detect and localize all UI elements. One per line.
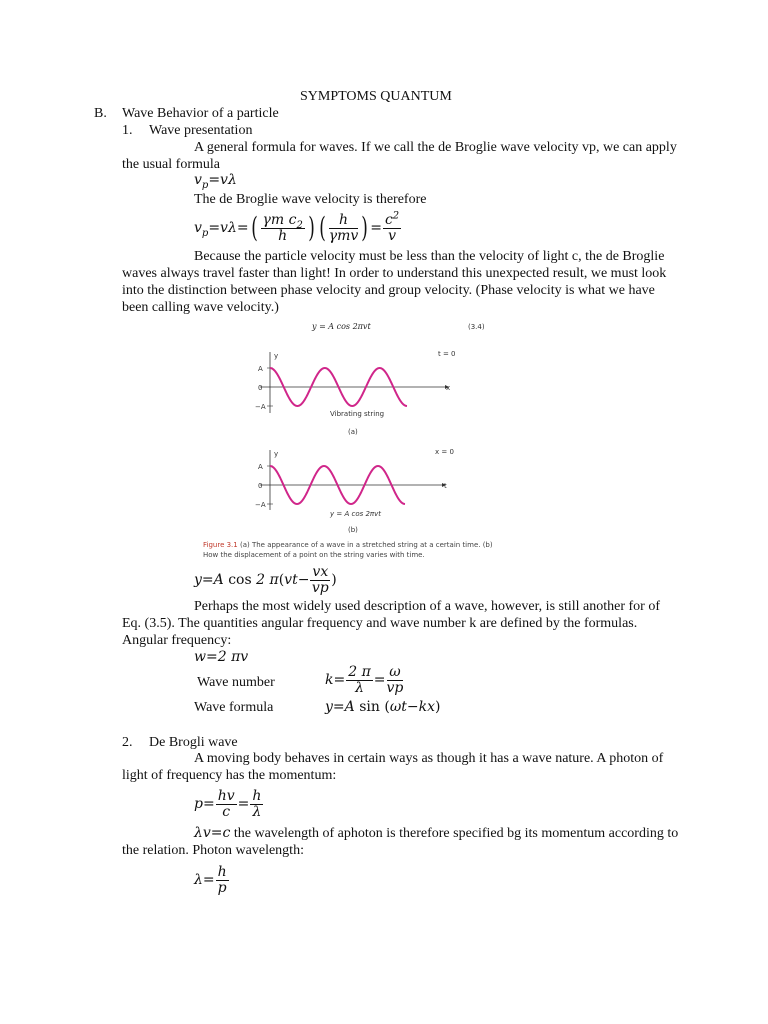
equation-wave-number: k= $\frac{2 \pi}{\lambda}$ = $\frac{\omega}{vp}$ [325,663,404,696]
item2-paragraph-2 [122,825,680,859]
section-heading: Wave Behavior of a particle [122,106,279,121]
wave-number-label: Wave number [197,675,275,690]
panel-a-tick-a: A [258,365,263,373]
section-marker: B. [94,106,107,121]
wave-formula-label: Wave formula [194,700,274,715]
equation-de-broglie-velocity: $v_p=v\lambda=$( $\frac{\gamma m c_2}{h}$ ) ( $\frac{h}{\text{γmv}}$ ) = $\frac{c^2}{v}$ [194,209,400,244]
panel-b-tick-zero: 0 [258,482,263,490]
wave-figure-graphic [230,318,530,558]
equation-wave-formula: y=A sin (ωt−kx) [325,699,441,715]
equation-lambda-v-c: λv=c [194,825,231,841]
item1-paragraph-1: A general formula for waves. If we call the de Broglie wave velocity vp, we can apply the usual formula [122,140,677,172]
panel-a-y-label: y [274,352,279,360]
panel-a-corner-label: t = 0 [438,350,456,358]
panel-a-tag: (a) [348,428,358,436]
wave-figure [230,318,530,558]
item1-paragraph-4: Perhaps the most widely used description of a wave, however, is still another for of Eq. (3.5). The quantities angular frequency and wave number k are defined by the formulas. Angular frequency: [122,599,660,648]
item1-paragraph-3: Because the particle velocity must be less than the velocity of light c, the de Broglie waves always travel faster than light! In order to understand this unexpected result, we must look into the distinction between phase velocity and group velocity. (Phase velocity is what we have been calling wave velocity.) [122,249,667,315]
equation-photon-wavelength: λ= $\frac{h}{p}$ [194,863,227,896]
panel-b-x-label: t [444,482,447,490]
equation-angular-frequency: w=2 πv [194,649,249,665]
panel-a-caption: Vibrating string [330,410,385,418]
panel-a-tick-zero: 0 [258,384,263,392]
equation-photon-momentum: p= $\frac{hv}{c}$ = $\frac{h}{\lambda}$ [194,787,262,820]
item2-paragraph-2-text: the wavelength of aphoton is therefore specified bg its momentum according to the relation. Photon wavelength: [122,826,679,858]
item1-heading: Wave presentation [149,123,253,138]
item1-marker: 1. [122,123,133,138]
equation-phase-velocity: $v_p=v\lambda$ [194,172,237,191]
page-title: SYMPTOMS QUANTUM [300,89,452,104]
figure-top-equation: y = A cos 2πvt [312,322,371,331]
panel-b-corner-label: x = 0 [435,448,454,456]
item2-marker: 2. [122,735,133,750]
panel-b-tag: (b) [348,526,358,534]
panel-b-tick-a: A [258,463,263,471]
item2-heading: De Brogli wave [149,735,238,750]
figure-equation-number: (3.4) [468,323,485,331]
item1-paragraph-2: The de Broglie wave velocity is therefore [194,192,427,207]
figure-caption-label: Figure 3.1 [203,541,238,549]
panel-b-y-label: y [274,450,279,458]
item2-paragraph-1: A moving body behaves in certain ways as though it has a wave nature. A photon of light of frequency has the momentum: [122,751,664,783]
panel-b-caption: y = A cos 2πvt [330,510,382,518]
equation-wave-cosine: y=A cos 2 π(vt− $\frac{vx}{vp}$ ) [194,563,337,596]
figure-caption-text: (a) The appearance of a wave in a stretched string at a certain time. (b) How the displacement of a point on the string varies with time. [203,541,493,559]
figure-caption [203,540,503,560]
panel-b-tick-neg-a: −A [255,501,266,509]
panel-a-x-label: x [446,384,451,392]
panel-a-tick-neg-a: −A [255,403,266,411]
